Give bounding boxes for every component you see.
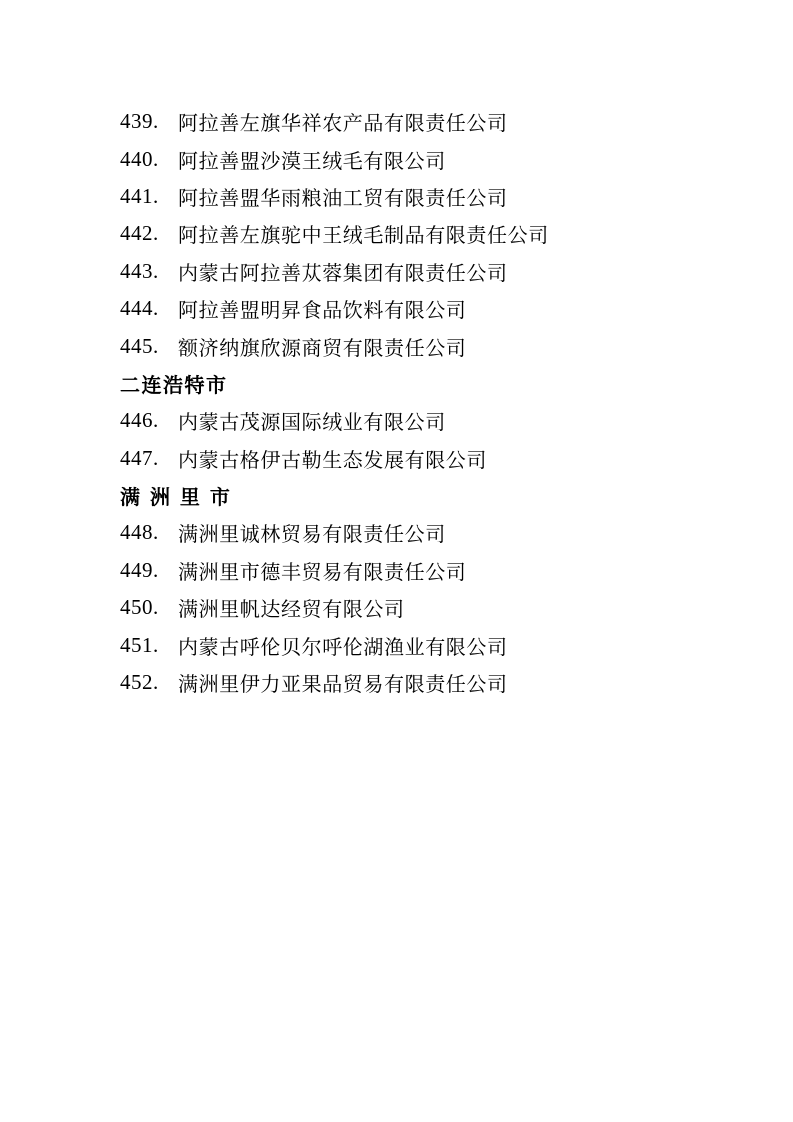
item-number: 439.: [120, 109, 159, 134]
company-name: 满洲里伊力亚果品贸易有限责任公司: [178, 674, 508, 697]
list-item: [120, 664, 738, 701]
list-item: [120, 290, 738, 327]
company-name: 满洲里帆达经贸有限公司: [178, 599, 405, 622]
company-name: 阿拉善盟华雨粮油工贸有限责任公司: [178, 187, 508, 210]
item-number: 440.: [120, 146, 159, 171]
item-number: 444.: [120, 296, 159, 321]
list-item: [120, 178, 738, 215]
list-item: [120, 626, 738, 663]
section-heading: 二连浩特市: [120, 372, 228, 397]
company-name: 内蒙古阿拉善苁蓉集团有限责任公司: [178, 262, 508, 285]
list-item: [120, 327, 738, 364]
list-item: [120, 589, 738, 626]
item-number: 451.: [120, 632, 159, 657]
list-item: [120, 440, 738, 477]
company-name: 阿拉善盟明昇食品饮料有限公司: [178, 300, 467, 323]
list-item: [120, 253, 738, 290]
company-name: 额济纳旗欣源商贸有限责任公司: [178, 337, 467, 360]
item-number: 446.: [120, 408, 159, 433]
item-number: 452.: [120, 670, 159, 695]
company-name: 内蒙古茂源国际绒业有限公司: [178, 412, 446, 435]
list-item: [120, 552, 738, 589]
item-number: 441.: [120, 183, 159, 208]
item-number: 443.: [120, 258, 159, 283]
company-list: [120, 103, 738, 701]
item-number: 450.: [120, 595, 159, 620]
company-name: 阿拉善盟沙漠王绒毛有限公司: [178, 150, 446, 173]
company-name: 满洲里市德丰贸易有限责任公司: [178, 561, 467, 584]
company-name: 满洲里诚林贸易有限责任公司: [178, 524, 446, 547]
list-item: [120, 140, 738, 177]
item-number: 445.: [120, 333, 159, 358]
company-name: 阿拉善左旗驼中王绒毛制品有限责任公司: [178, 225, 549, 248]
list-item: [120, 402, 738, 439]
list-item: [120, 514, 738, 551]
list-item: [120, 103, 738, 140]
list-item: [120, 215, 738, 252]
company-name: 内蒙古呼伦贝尔呼伦湖渔业有限公司: [178, 636, 508, 659]
item-number: 449.: [120, 557, 159, 582]
section-heading: 满 洲 里 市: [120, 485, 232, 510]
item-number: 442.: [120, 221, 159, 246]
item-number: 448.: [120, 520, 159, 545]
company-name: 内蒙古格伊古勒生态发展有限公司: [178, 449, 487, 472]
company-name: 阿拉善左旗华祥农产品有限责任公司: [178, 113, 508, 136]
item-number: 447.: [120, 445, 159, 470]
